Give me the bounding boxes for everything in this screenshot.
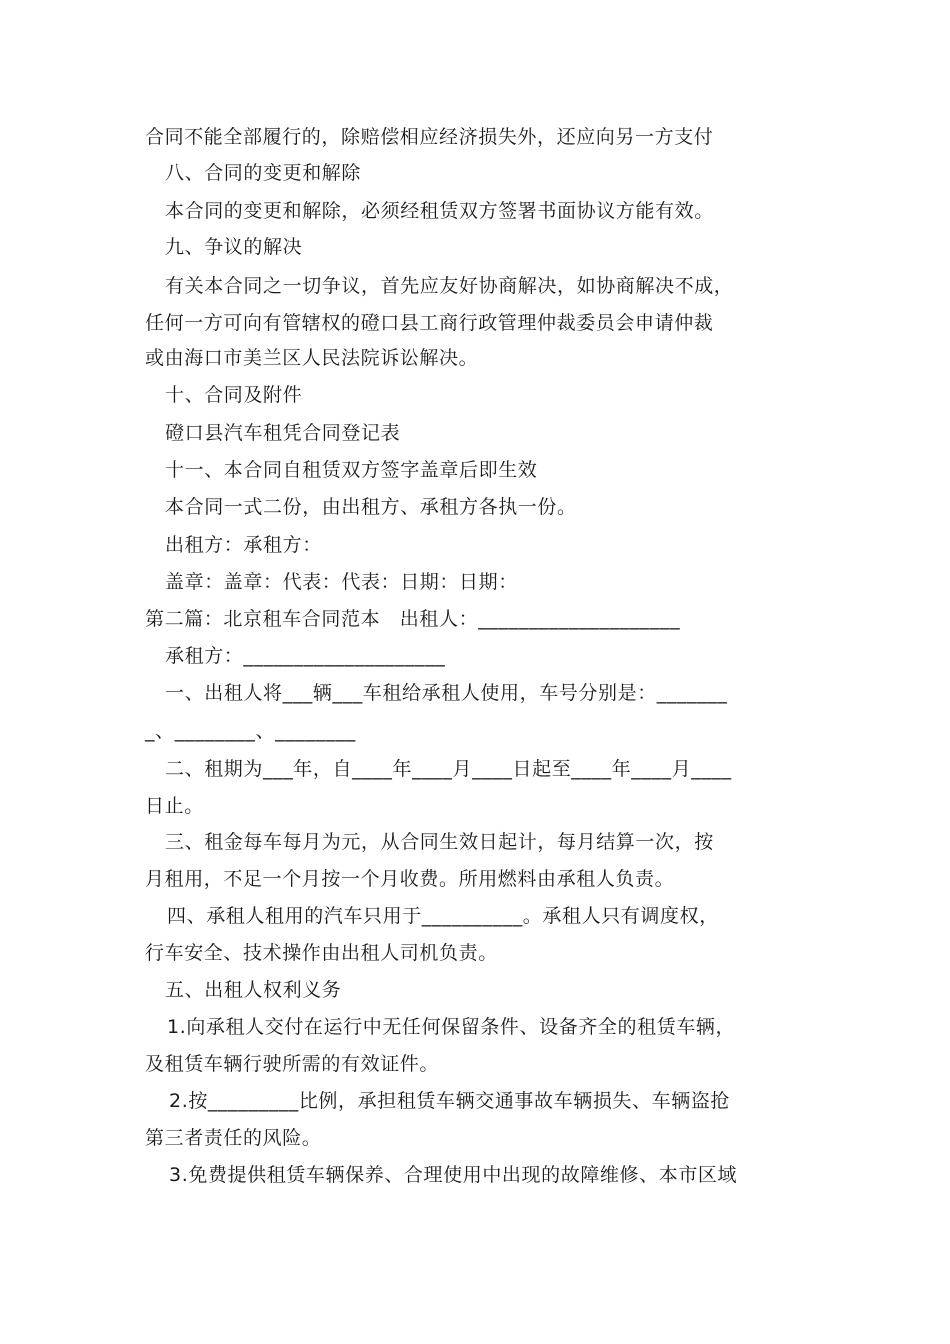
- text-line: 合同不能全部履行的，除赔偿相应经济损失外，还应向另一方支付: [145, 126, 714, 148]
- section-heading: 九、争议的解决: [165, 236, 303, 258]
- section-heading: 八、合同的变更和解除: [165, 162, 362, 184]
- text-line: 及租赁车辆行驶所需的有效证件。: [145, 1053, 440, 1075]
- section-heading: 五、出租人权利义务: [165, 979, 342, 1001]
- text-line: 承租方：____________________: [165, 645, 446, 667]
- text-line: 任何一方可向有管辖权的磴口县工商行政管理仲裁委员会申请仲裁: [145, 312, 714, 334]
- text-line: 四、承租人租用的汽车只用于__________。承租人只有调度权，: [167, 905, 719, 927]
- chapter-heading: 第二篇：北京租车合同范本 出租人：____________________: [145, 608, 681, 630]
- text-line: 本合同的变更和解除，必须经租赁双方签署书面协议方能有效。: [165, 200, 714, 222]
- text-line: 第三者责任的风险。: [145, 1127, 322, 1149]
- signature-line: 盖章：盖章：代表：代表：日期：日期：: [165, 571, 518, 593]
- signature-line: 出租方：承租方：: [165, 534, 322, 556]
- text-line: 三、租金每车每月为元，从合同生效日起计，每月结算一次，按: [165, 831, 714, 853]
- list-item: 1.向承租人交付在运行中无任何保留条件、设备齐全的租赁车辆，: [167, 1016, 736, 1038]
- text-line: 二、租期为___年，自____年____月____日起至____年____月____: [165, 758, 732, 780]
- text-line: 行车安全、技术操作由出租人司机负责。: [145, 942, 498, 964]
- section-heading: 十、合同及附件: [165, 384, 303, 406]
- text-line: _、________、________: [145, 720, 356, 742]
- text-line: 日止。: [145, 795, 204, 817]
- text-line: 磴口县汽车租凭合同登记表: [165, 422, 401, 444]
- list-item: 2.按_________比例，承担租赁车辆交通事故车辆损失、车辆盗抢: [169, 1090, 731, 1112]
- list-item: 3.免费提供租赁车辆保养、合理使用中出现的故障维修、本市区域: [169, 1164, 738, 1186]
- text-line: 本合同一式二份，由出租方、承租方各执一份。: [165, 496, 577, 518]
- text-line: 或由海口市美兰区人民法院诉讼解决。: [145, 347, 479, 369]
- section-heading: 十一、本合同自租赁双方签字盖章后即生效: [165, 459, 538, 481]
- text-line: 月租用，不足一个月按一个月收费。所用燃料由承租人负责。: [145, 868, 675, 890]
- text-line: 有关本合同之一切争议，首先应友好协商解决，如协商解决不成，: [165, 275, 734, 297]
- text-line: 一、出租人将___辆___车租给承租人使用，车号分别是：_______: [165, 682, 728, 704]
